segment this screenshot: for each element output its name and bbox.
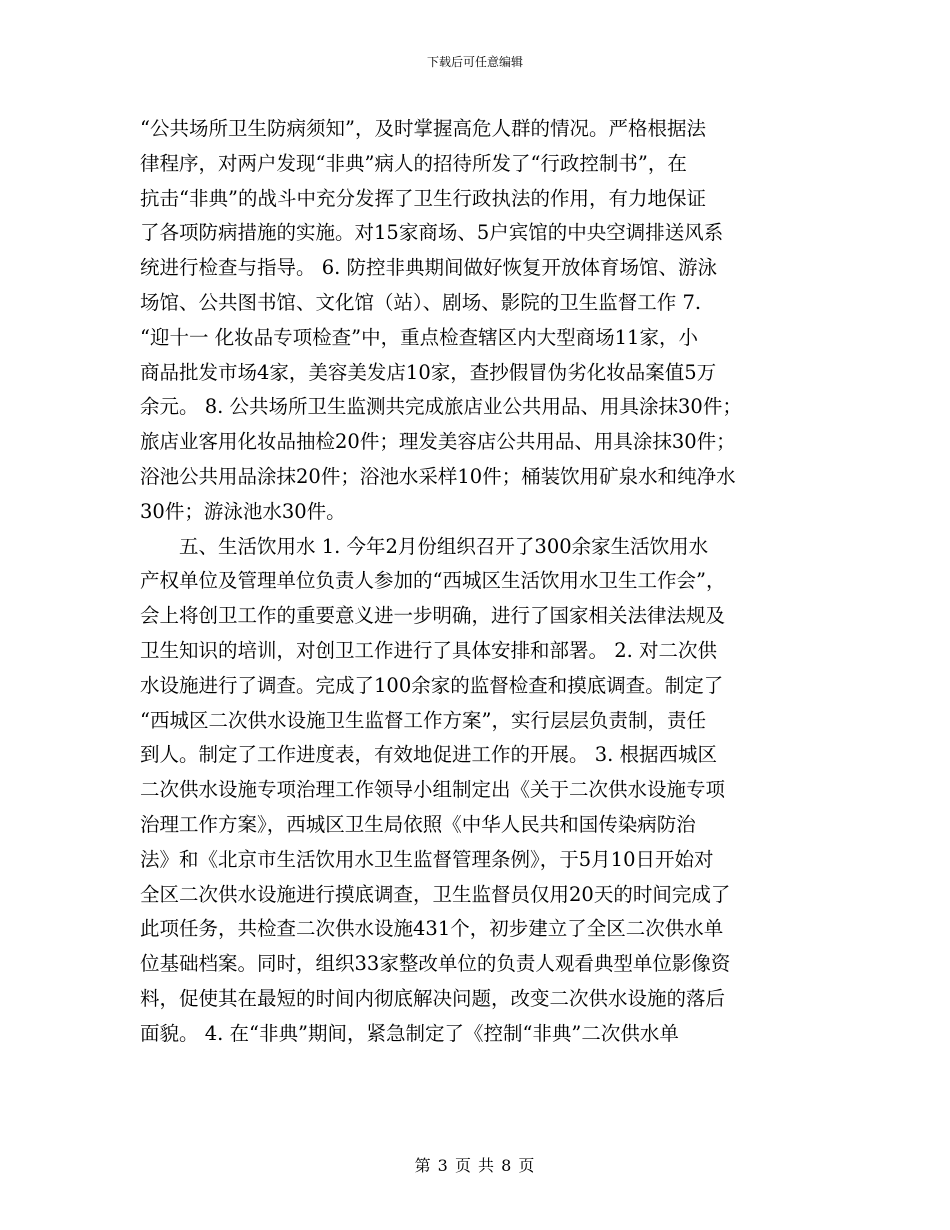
body-line: “迎十一 化妆品专项检查”中，重点检查辖区内大型商场11家，小 bbox=[140, 325, 698, 349]
body-line: “公共场所卫生防病须知”，及时掌握高危人群的情况。严格根据法 bbox=[140, 117, 706, 140]
body-line: 30件；游泳池水30件。 bbox=[140, 499, 346, 523]
body-line: 水设施进行了调查。完成了100余家的监督检查和摸底调查。制定了 bbox=[140, 673, 724, 697]
body-line: 二次供水设施专项治理工作领导小组制定出《关于二次供水设施专项 bbox=[140, 778, 726, 802]
body-line: 全区二次供水设施进行摸底调查，卫生监督员仅用20天的时间完成了 bbox=[140, 882, 731, 906]
body-line: 料，促使其在最短的时间内彻底解决问题，改变二次供水设施的落后 bbox=[140, 986, 726, 1010]
page-header: 下载后可任意编辑 bbox=[426, 55, 523, 69]
body-line: 旅店业客用化妆品抽检20件；理发美容店公共用品、用具涂抹30件； bbox=[140, 430, 736, 454]
body-line: 余元。 8. 公共场所卫生监测共完成旅店业公共用品、用具涂抹30件； bbox=[140, 395, 742, 419]
body-line: 此项任务，共检查二次供水设施431个，初步建立了全区二次供水单 bbox=[140, 917, 724, 941]
body-line: 会上将创卫工作的重要意义进一步明确，进行了国家相关法律法规及 bbox=[140, 604, 726, 628]
body-line: 统进行检查与指导。 6. 防控非典期间做好恢复开放体育场馆、游泳 bbox=[140, 256, 718, 280]
body-line: 抗击“非典”的战斗中充分发挥了卫生行政执法的作用，有力地保证 bbox=[140, 186, 706, 210]
body-line: 卫生知识的培训，对创卫工作进行了具体安排和部署。 2. 对二次供 bbox=[140, 638, 718, 662]
body-line: “西城区二次供水设施卫生监督工作方案”，实行层层负责制，责任 bbox=[140, 708, 706, 732]
page-number-footer: 第 3 页 共 8 页 bbox=[414, 1156, 536, 1175]
body-line: 面貌。 4. 在“非典”期间，紧急制定了《控制“非典”二次供水单 bbox=[140, 1021, 679, 1045]
body-line: 法》和《北京市生活饮用水卫生监督管理条例》，于5月10日开始对 bbox=[140, 847, 714, 871]
body-line: 场馆、公共图书馆、文化馆（站）、剧场、影院的卫生监督工作 7. bbox=[140, 290, 702, 314]
body-line: 商品批发市场4家，美容美发店10家，查抄假冒伪劣化妆品案值5万 bbox=[140, 360, 717, 384]
body-line: 治理工作方案》，西城区卫生局依照《中华人民共和国传染病防治 bbox=[140, 812, 696, 836]
body-line: 五、生活饮用水 1. 今年2月份组织召开了300余家生活饮用水 bbox=[140, 534, 709, 558]
body-line: 律程序，对两户发现“非典”病人的招待所发了“行政控制书”，在 bbox=[140, 151, 687, 175]
body-line: 到人。制定了工作进度表，有效地促进工作的开展。 3. 根据西城区 bbox=[140, 743, 718, 767]
body-line: 位基础档案。同时，组织33家整改单位的负责人观看典型单位影像资 bbox=[140, 952, 731, 976]
body-line: 产权单位及管理单位负责人参加的“西城区生活饮用水卫生工作会”， bbox=[140, 569, 726, 593]
body-line: 了各项防病措施的实施。对15家商场、5户宾馆的中央空调排送风系 bbox=[140, 221, 724, 245]
body-line: 浴池公共用品涂抹20件；浴池水采样10件；桶装饮用矿泉水和纯净水 bbox=[140, 464, 736, 488]
body-text bbox=[140, 112, 820, 1052]
